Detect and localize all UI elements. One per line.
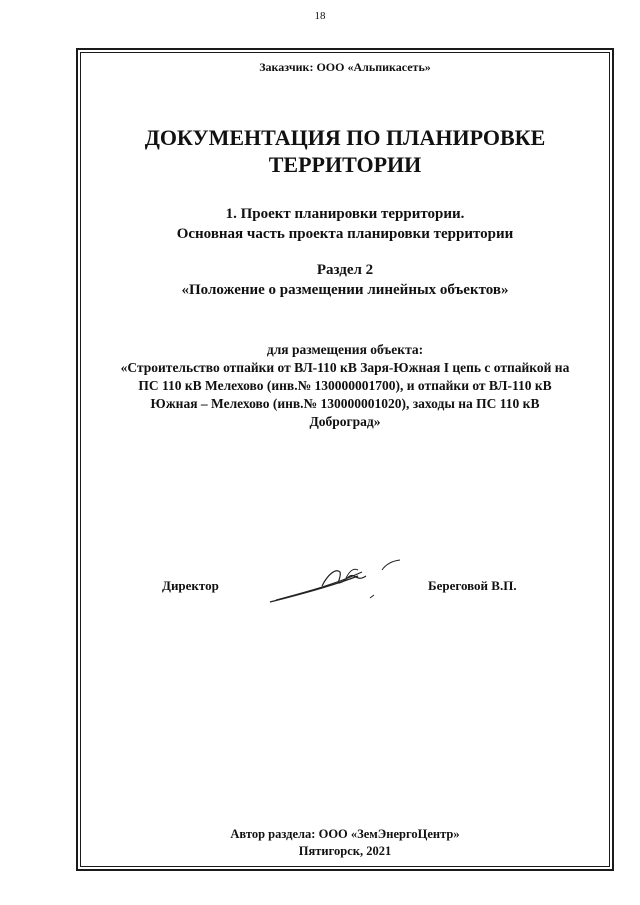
title-line-2: ТЕРРИТОРИИ	[268, 152, 422, 177]
section-heading	[80, 260, 610, 300]
object-line-4: Доброград»	[309, 414, 381, 429]
director-label: Директор	[162, 578, 219, 593]
object-line-2: ПС 110 кВ Мелехово (инв.№ 130000001700), и отпайки от ВЛ-110 кВ	[138, 378, 552, 393]
subtitle-line-2: Основная часть проекта планировки территории	[176, 226, 514, 242]
signature-image	[262, 556, 402, 612]
city-year-line: Пятигорск, 2021	[298, 844, 392, 858]
page-number: 18	[314, 10, 326, 22]
author-line: Автор раздела: ООО «ЗемЭнергоЦентр»	[230, 827, 460, 841]
section-number: Раздел 2	[316, 262, 374, 278]
title-line-1: ДОКУМЕНТАЦИЯ ПО ПЛАНИРОВКЕ	[144, 125, 546, 150]
author-block	[80, 826, 610, 860]
object-line-1: «Строительство отпайки от ВЛ-110 кВ Заря-Южная I цепь с отпайкой на	[120, 360, 570, 375]
object-line-3: Южная – Мелехово (инв.№ 130000001020), заходы на ПС 110 кВ	[150, 396, 540, 411]
object-intro: для размещения объекта:	[266, 342, 424, 357]
section-title: «Положение о размещении линейных объектов»	[181, 282, 509, 298]
subtitle-line-1: 1. Проект планировки территории.	[225, 206, 465, 222]
director-name: Береговой В.П.	[428, 578, 517, 593]
object-description	[80, 341, 610, 431]
customer-line: Заказчик: ООО «Альпикасеть»	[259, 60, 431, 74]
document-title	[80, 124, 610, 178]
project-subtitle	[80, 204, 610, 244]
